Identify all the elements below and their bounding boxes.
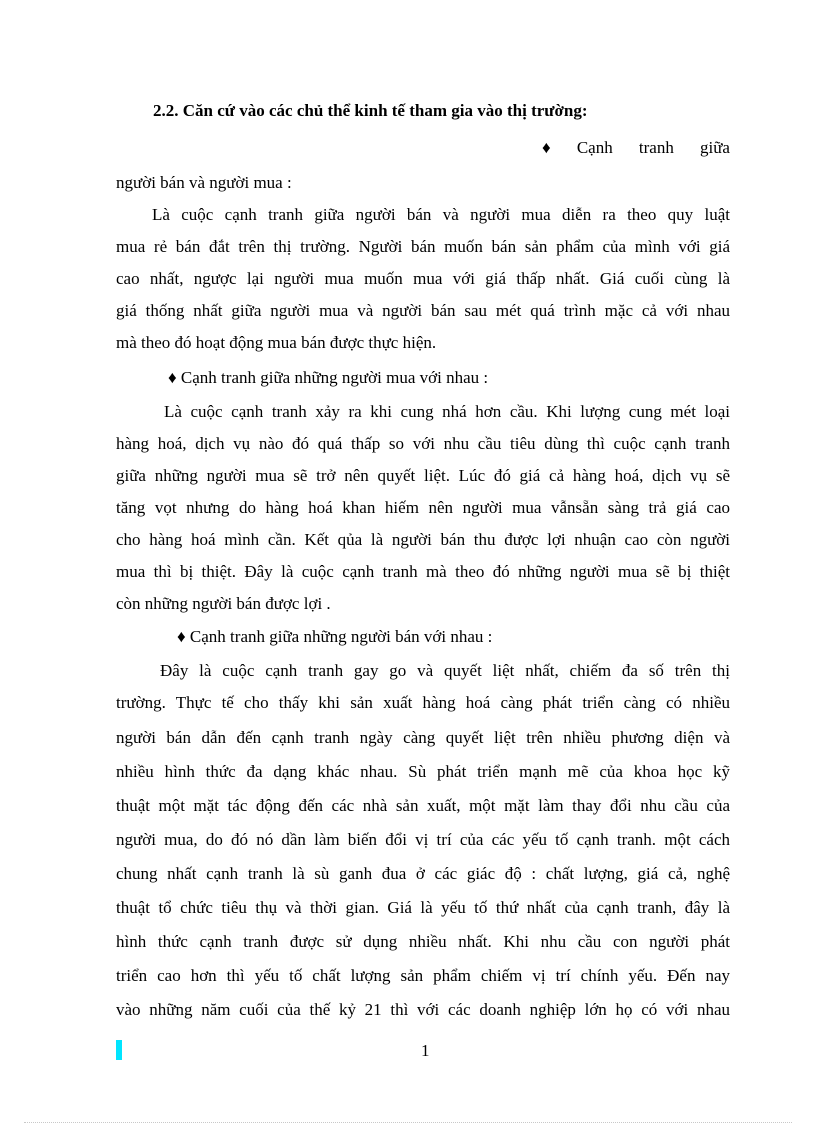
footer-marker — [116, 1040, 122, 1060]
paragraph-line: giá thống nhất giữa người mua và người bán sau mét quá trình mặc cả với nhau — [116, 301, 730, 320]
bullet-heading-seller-buyer — [542, 137, 730, 159]
paragraph-line: chung nhất cạnh tranh là sù ganh đua ở các giác độ : chất lượng, giá cả, nghệ — [116, 864, 730, 883]
paragraph-line: mà theo đó hoạt động mua bán được thực hiện. — [116, 333, 437, 352]
bullet-word: giữa — [699, 138, 730, 157]
paragraph-line: Là cuộc cạnh tranh giữa người bán và người mua diễn ra theo quy luật — [152, 205, 730, 224]
paragraph-line: hàng hoá, dịch vụ nào đó quá thấp so với nhu cầu tiêu dùng thì cuộc cạnh tranh — [116, 434, 730, 453]
paragraph-line: thuật một mặt tác động đến các nhà sản xuất, một mặt làm thay đổi nhu cầu của — [116, 796, 730, 815]
paragraph-line: người mua, do đó nó dần làm biến đổi vị trí của các yếu tố cạnh tranh. một cách — [116, 830, 730, 849]
paragraph-line: cao nhất, ngược lại người mua muốn mua với giá thấp nhất. Giá cuối cùng là — [116, 269, 730, 288]
paragraph-line: tăng vọt nhưng do hàng hoá khan hiếm nên người mua vẫnsẵn sàng trả giá cao — [116, 498, 730, 517]
paragraph-line: vào những năm cuối của thế kỷ 21 thì với các doanh nghiệp lớn họ có với nhau — [116, 1000, 730, 1019]
paragraph-line: mua rẻ bán đắt trên thị trường. Người bán muốn bán sản phẩm của mình với giá — [116, 237, 730, 256]
bullet-heading-buyers: ♦ Cạnh tranh giữa những người mua với nhau : — [168, 368, 489, 387]
paragraph-line: trường. Thực tế cho thấy khi sản xuất hàng hoá càng phát triển càng có nhiều — [116, 693, 730, 712]
paragraph-line: cho hàng hoá mình cần. Kết qủa là người bán thu được lợi nhuận cao còn người — [116, 530, 730, 549]
bullet-heading-continuation: người bán và người mua : — [116, 173, 292, 192]
bullet-heading-sellers: ♦ Cạnh tranh giữa những người bán với nhau : — [177, 627, 493, 646]
bullet-icon: ♦ — [542, 138, 551, 157]
paragraph-line: thuật tổ chức tiêu thụ và thời gian. Giá là yếu tố thứ nhất của cạnh tranh, đây là — [116, 898, 730, 917]
section-heading: 2.2. Căn cứ vào các chủ thể kinh tế tham gia vào thị trường: — [153, 101, 588, 120]
paragraph-line: người bán dẫn đến cạnh tranh ngày càng quyết liệt trên nhiều phương diện và — [116, 728, 730, 747]
bullet-word: Cạnh — [576, 138, 613, 157]
paragraph-line: Là cuộc cạnh tranh xảy ra khi cung nhá hơn cầu. Khi lượng cung mét loại — [164, 402, 730, 421]
paragraph-line: hình thức cạnh tranh được sử dụng nhiều nhất. Khi nhu cầu con người phát — [116, 932, 730, 951]
paragraph-line: nhiều hình thức đa dạng khác nhau. Sù phát triển mạnh mẽ của khoa học kỹ — [116, 762, 730, 781]
paragraph-line: Đây là cuộc cạnh tranh gay go và quyết liệt nhất, chiếm đa số trên thị — [160, 661, 730, 680]
paragraph-line: mua thì bị thiệt. Đây là cuộc cạnh tranh mà theo đó những người mua sẽ bị thiệt — [116, 562, 730, 581]
paragraph-line: còn những người bán được lợi . — [116, 594, 331, 613]
paragraph-line: giữa những người mua sẽ trở nên quyết liệt. Lúc đó giá cả hàng hoá, dịch vụ sẽ — [116, 466, 730, 485]
page-number: 1 — [421, 1041, 430, 1060]
bullet-word: tranh — [638, 138, 674, 157]
paragraph-line: triển cao hơn thì yếu tố chất lượng sản phẩm chiếm vị trí chính yếu. Đến nay — [116, 966, 730, 985]
